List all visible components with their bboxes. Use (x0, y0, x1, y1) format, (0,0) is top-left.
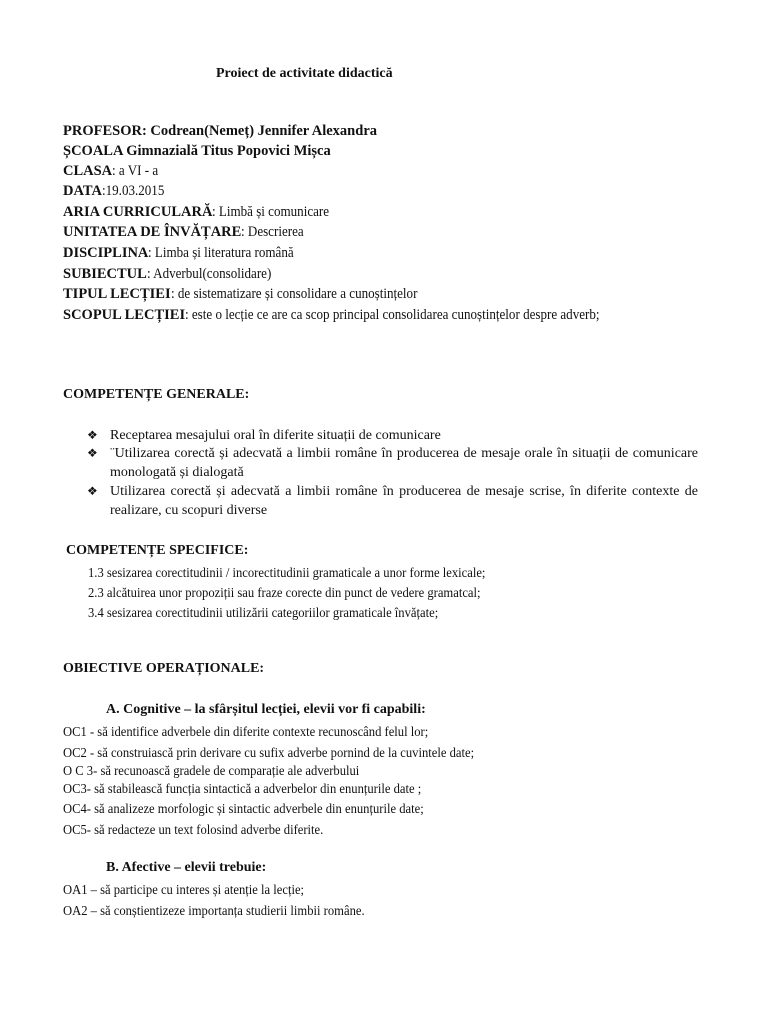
header-aria-curriculara: ARIA CURRICULARĂ: Limbă și comunicare (63, 204, 330, 220)
afective-heading: B. Afective – elevii trebuie: (106, 860, 267, 875)
header-disciplina: DISCIPLINA: Limba și literatura română (63, 245, 295, 261)
obiectiv-cognitiv-item: O C 3- să recunoască gradele de comparație ale adverbului (63, 764, 360, 779)
obiectiv-cognitiv-item: OC2 - să construiască prin derivare cu sufix adverbe pornind de la cuvintele date; (63, 746, 475, 761)
competenta-specifica-item: 2.3 alcătuirea unor propoziții sau fraze corecte din punct de vedere gramatcal; (88, 586, 481, 601)
document-title: Proiect de activitate didactică (216, 66, 393, 81)
header-profesor: PROFESOR: Codrean(Nemeț) Jennifer Alexandra (63, 123, 378, 139)
obiective-heading: OBIECTIVE OPERAȚIONALE: (63, 661, 265, 676)
obiectiv-cognitiv-item: OC3- să stabilească funcția sintactică a adverbelor din enunțurile date ; (63, 782, 422, 797)
obiectiv-cognitiv-item: OC4- să analizeze morfologic și sintactic adverbele din enunțurile date; (63, 802, 424, 817)
competenta-specifica-item: 3.4 sesizarea corectitudinii utilizării categoriilor gramaticale învățate; (88, 606, 439, 621)
competenta-specifica-item: 1.3 sesizarea corectitudinii / incorectitudinii gramaticale a unor forme lexicale; (88, 566, 486, 581)
header-tipul-lectiei: TIPUL LECȚIEI: de sistematizare și consolidare a cunoștințelor (63, 286, 418, 302)
obiectiv-afectiv-item: OA1 – să participe cu interes și atenție la lecție; (63, 883, 305, 898)
diamond-bullet-icon: ❖ (87, 484, 98, 498)
header-unitatea: UNITATEA DE ÎNVĂȚARE: Descrierea (63, 224, 305, 240)
competente-specifice-heading: COMPETENȚE SPECIFICE: (66, 543, 249, 558)
diamond-bullet-icon: ❖ (87, 446, 98, 460)
header-data: DATA:19.03.2015 (63, 183, 165, 199)
cognitive-heading: A. Cognitive – la sfârșitul lecției, elevii vor fi capabili: (106, 702, 426, 717)
header-clasa: CLASA: a VI - a (63, 163, 159, 179)
competenta-generala-item: Utilizarea corectă și adecvată a limbii române în producerea de mesaje scrise, în diferite contexte de realizare, cu scopuri diverse (110, 484, 698, 518)
obiectiv-cognitiv-item: OC1 - să identifice adverbele din diferite contexte recunoscând felul lor; (63, 725, 429, 740)
obiectiv-cognitiv-item: OC5- să redacteze un text folosind adverbe diferite. (63, 823, 324, 838)
header-scoala: ȘCOALA Gimnazială Titus Popovici Mișca (63, 143, 331, 159)
competenta-generala-item: Receptarea mesajului oral în diferite situații de comunicare (110, 428, 441, 443)
header-subiectul: SUBIECTUL: Adverbul(consolidare) (63, 266, 272, 282)
competente-generale-heading: COMPETENȚE GENERALE: (63, 387, 250, 402)
obiectiv-afectiv-item: OA2 – să conștientizeze importanța studierii limbii române. (63, 904, 365, 919)
diamond-bullet-icon: ❖ (87, 428, 98, 442)
header-scopul-lectiei: SCOPUL LECȚIEI: este o lecție ce are ca scop principal consolidarea cunoștințelor despre adverb; (63, 307, 600, 323)
competenta-generala-item: ¨Utilizarea corectă și adecvată a limbii române în producerea de mesaje orale în situații de comunicare monologată și dialogată (110, 446, 698, 480)
